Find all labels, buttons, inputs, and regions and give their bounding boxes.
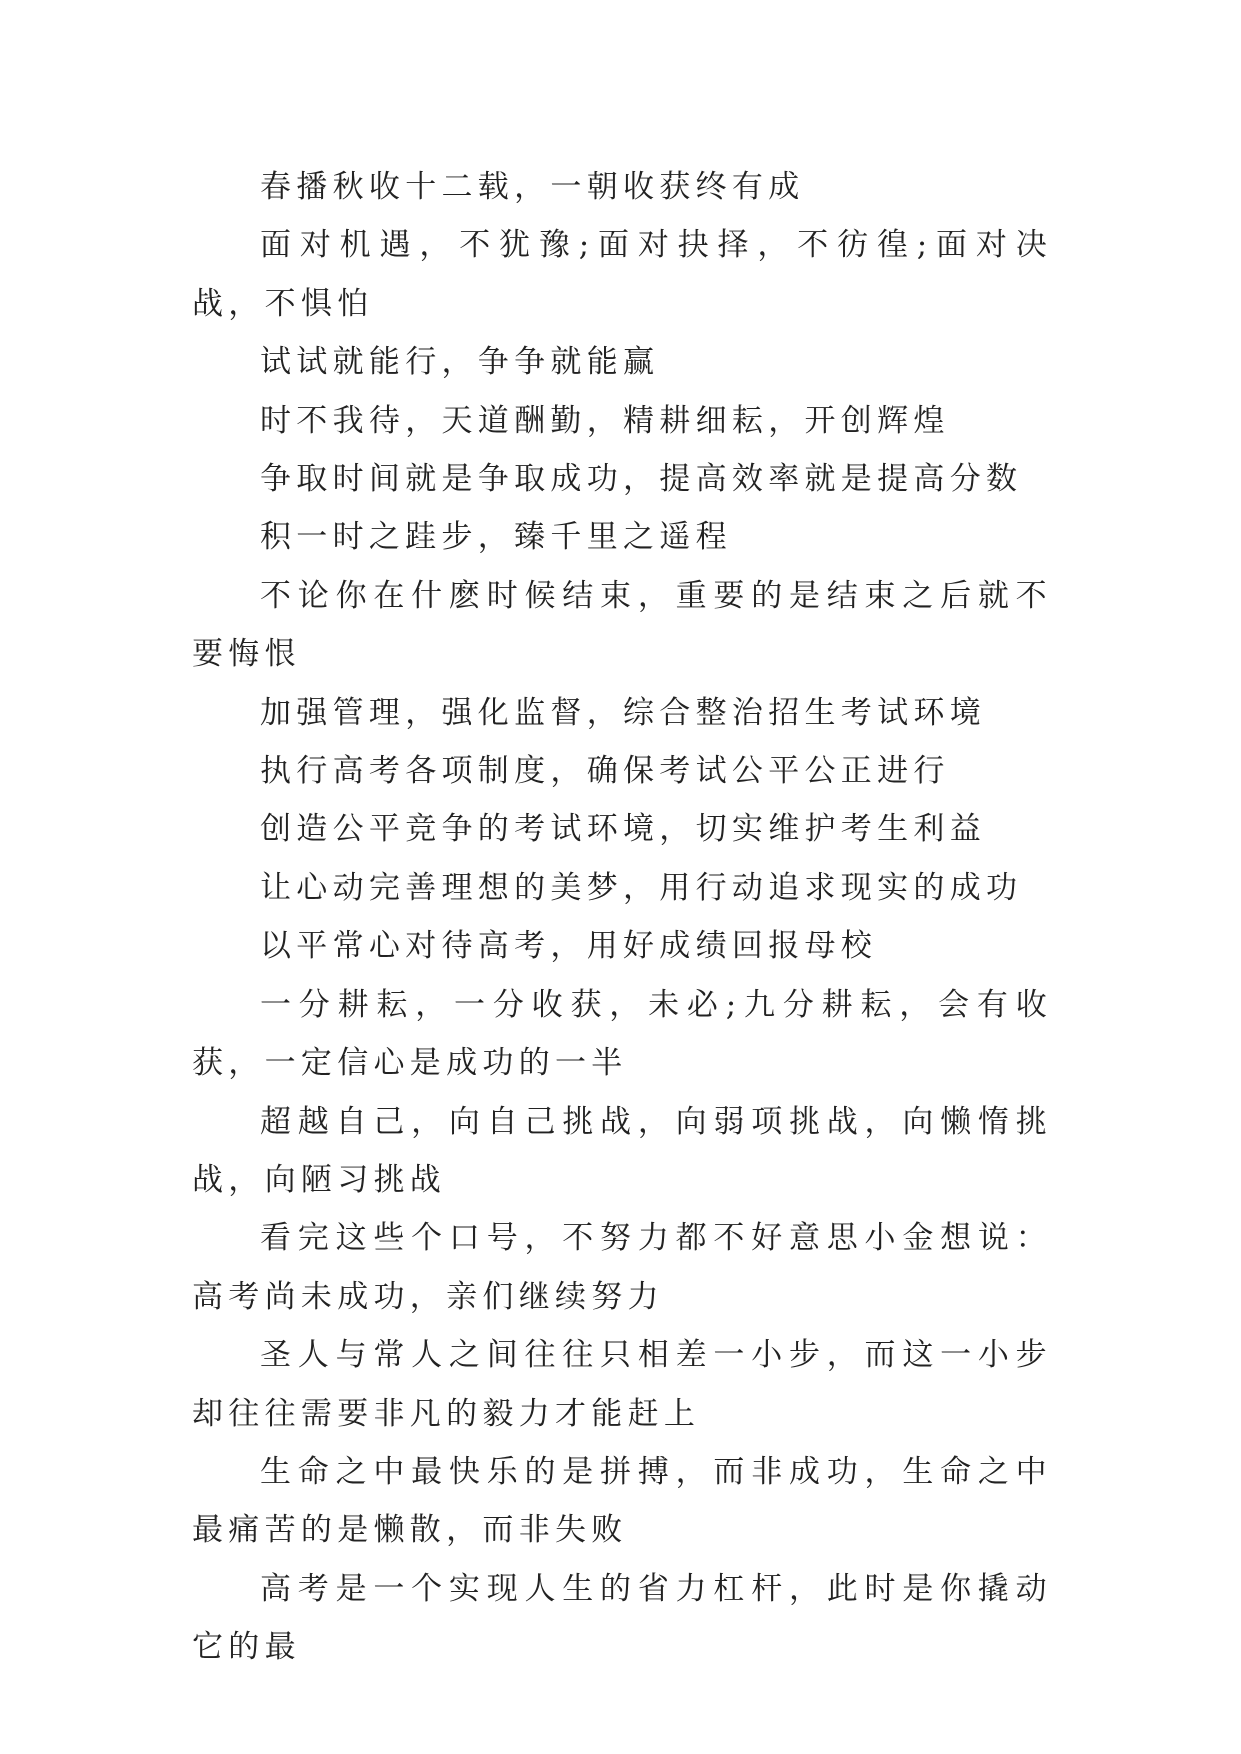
paragraph: 一分耕耘，一分收获，未必;九分耕耘，会有收获，一定信心是成功的一半 [192,986,1052,1082]
paragraph: 超越自己，向自己挑战，向弱项挑战，向懒惰挑战，向陋习挑战 [192,1103,1052,1198]
paragraph: 执行高考各项制度，确保考试公平公正进行 [260,753,950,790]
paragraph: 面对机遇，不犹豫;面对抉择，不彷徨;面对决战，不惧怕 [192,227,1052,322]
paragraph: 试试就能行，争争就能赢 [260,344,660,381]
paragraph: 生命之中最快乐的是拼搏，而非成功，生命之中最痛苦的是懒散，而非失败 [192,1453,1052,1549]
paragraph: 积一时之跬步，臻千里之遥程 [260,519,732,556]
paragraph: 争取时间就是争取成功，提高效率就是提高分数 [260,461,1023,498]
paragraph: 加强管理，强化监督，综合整治招生考试环境 [260,694,986,731]
paragraph: 看完这些个口号，不努力都不好意思小金想说：高考尚未成功，亲们继续努力 [192,1220,1052,1315]
document-body [192,158,1052,1677]
paragraph: 圣人与常人之间往往只相差一小步，而这一小步却往往需要非凡的毅力才能赶上 [192,1337,1052,1432]
paragraph: 春播秋收十二载，一朝收获终有成 [260,169,805,205]
paragraph: 创造公平竞争的考试环境，切实维护考生利益 [260,811,986,848]
paragraph: 时不我待，天道酬勤，精耕细耘，开创辉煌 [260,402,950,439]
paragraph: 不论你在什麽时候结束，重要的是结束之后就不要悔恨 [192,577,1052,673]
paragraph: 高考是一个实现人生的省力杠杆，此时是你撬动它的最 [192,1570,1052,1666]
paragraph: 让心动完善理想的美梦，用行动追求现实的成功 [260,869,1023,906]
paragraph: 以平常心对待高考，用好成绩回报母校 [260,928,878,965]
